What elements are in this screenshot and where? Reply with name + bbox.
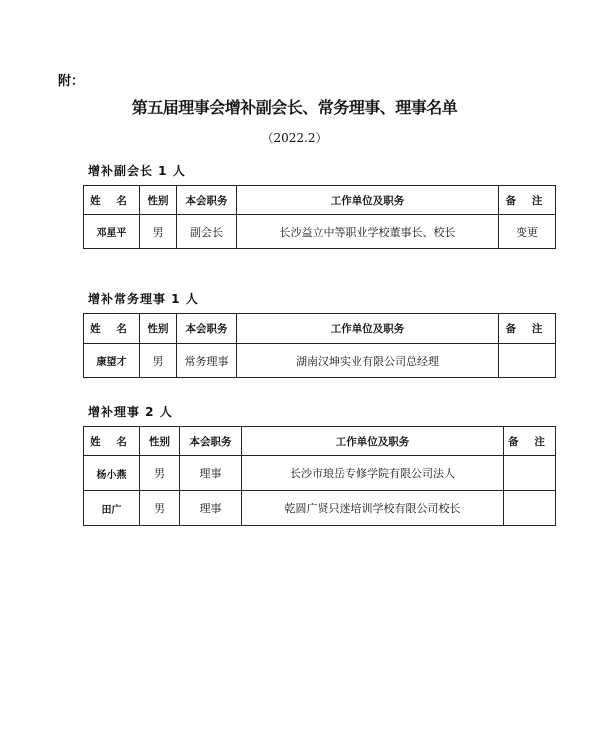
table-row: [84, 215, 556, 249]
header-role: 本会职务: [177, 186, 237, 215]
cell-role: 副会长: [177, 215, 237, 249]
cell-remark: [504, 456, 556, 491]
header-work: 工作单位及职务: [237, 186, 499, 215]
header-remark: 备 注: [504, 427, 556, 456]
header-work: 工作单位及职务: [242, 427, 504, 456]
section-heading-vice-president: 增补副会长 1 人: [88, 164, 186, 178]
cell-gender: 男: [140, 215, 177, 249]
cell-remark: 变更: [499, 215, 556, 249]
table-header-row: [84, 427, 556, 456]
header-gender: 性别: [140, 314, 177, 344]
attachment-label: 附：: [58, 74, 85, 89]
cell-role: 理事: [180, 491, 242, 526]
table-header-row: [84, 314, 556, 344]
cell-name: 田广: [84, 491, 140, 526]
section-heading-standing-director: 增补常务理事 1 人: [88, 292, 199, 306]
header-name: 姓 名: [84, 186, 140, 215]
header-role: 本会职务: [180, 427, 242, 456]
cell-name: 邓星平: [84, 215, 140, 249]
header-remark: 备 注: [499, 314, 556, 344]
table-header-row: [84, 186, 556, 215]
cell-name: 杨小燕: [84, 456, 140, 491]
cell-role: 理事: [180, 456, 242, 491]
table-row: [84, 456, 556, 491]
table-row: [84, 491, 556, 526]
standing-director-table: [83, 313, 556, 378]
cell-work: 乾圆广贤只迷培训学校有限公司校长: [242, 491, 504, 526]
document-title: 第五届理事会增补副会长、常务理事、理事名单: [131, 98, 458, 117]
header-role: 本会职务: [177, 314, 237, 344]
cell-role: 常务理事: [177, 344, 237, 378]
section-heading-director: 增补理事 2 人: [88, 405, 173, 419]
cell-remark: [504, 491, 556, 526]
document-date: （2022.2）: [261, 131, 328, 145]
header-gender: 性别: [140, 427, 180, 456]
header-gender: 性别: [140, 186, 177, 215]
cell-name: 康望才: [84, 344, 140, 378]
cell-work: 长沙市琅岳专修学院有限公司法人: [242, 456, 504, 491]
header-work: 工作单位及职务: [237, 314, 499, 344]
header-remark: 备 注: [499, 186, 556, 215]
cell-work: 长沙益立中等职业学校董事长、校长: [237, 215, 499, 249]
director-table: [83, 426, 556, 526]
header-name: 姓 名: [84, 427, 140, 456]
vice-president-table: [83, 185, 556, 249]
cell-remark: [499, 344, 556, 378]
cell-gender: 男: [140, 491, 180, 526]
cell-work: 湖南汉坤实业有限公司总经理: [237, 344, 499, 378]
cell-gender: 男: [140, 344, 177, 378]
cell-gender: 男: [140, 456, 180, 491]
table-row: [84, 344, 556, 378]
header-name: 姓 名: [84, 314, 140, 344]
